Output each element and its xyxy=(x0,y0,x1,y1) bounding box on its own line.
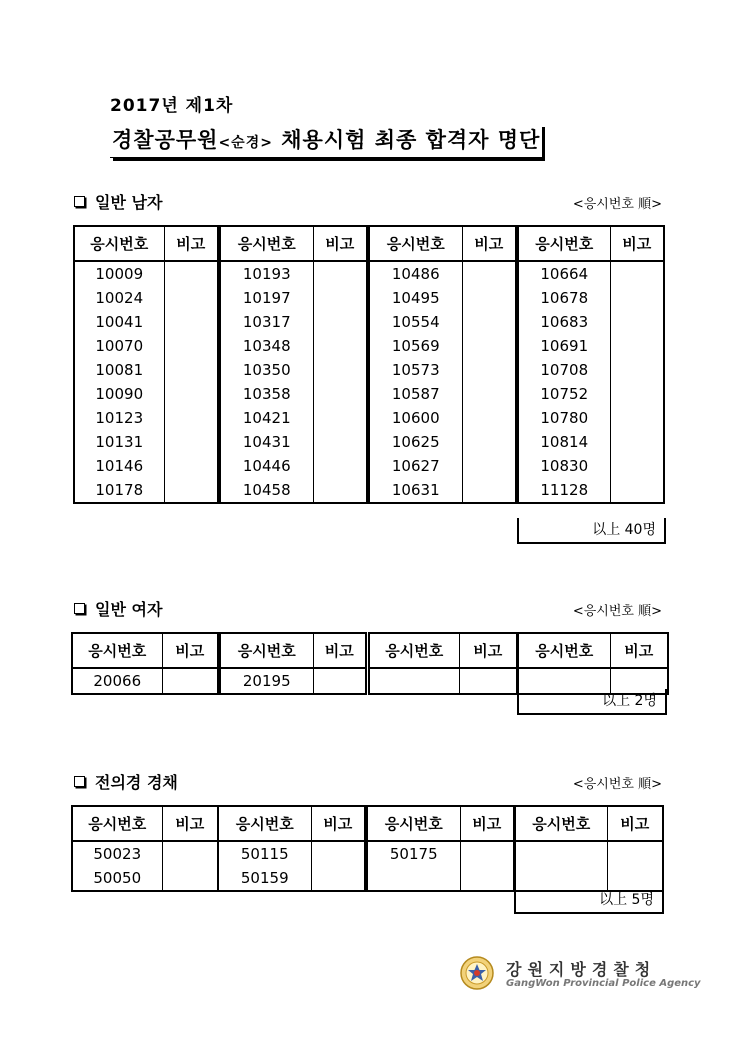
candidate-number: 10631 xyxy=(369,478,462,503)
note-cell xyxy=(313,382,367,406)
note-cell xyxy=(607,841,663,866)
checkbox-square-icon xyxy=(74,196,85,207)
candidate-number: 10554 xyxy=(369,310,462,334)
candidate-number: 50115 xyxy=(218,841,311,866)
table-row xyxy=(220,261,367,286)
candidate-number: 10358 xyxy=(220,382,313,406)
table-row xyxy=(220,334,367,358)
column-header-number: 응시번호 xyxy=(515,806,607,841)
table-row xyxy=(518,430,664,454)
candidate-number: 10627 xyxy=(369,454,462,478)
table-row xyxy=(74,286,218,310)
table-row xyxy=(369,310,516,334)
column-header-number: 응시번호 xyxy=(369,226,462,261)
candidate-number: 10081 xyxy=(74,358,164,382)
note-cell xyxy=(610,406,664,430)
note-cell xyxy=(162,841,218,866)
column-header-note: 비고 xyxy=(610,226,664,261)
table-row xyxy=(218,866,365,891)
note-cell xyxy=(313,430,367,454)
column-header-number: 응시번호 xyxy=(72,806,162,841)
note-cell xyxy=(313,406,367,430)
candidate-number: 10070 xyxy=(74,334,164,358)
table-row xyxy=(72,866,218,891)
note-cell xyxy=(610,478,664,503)
section-heading xyxy=(74,770,178,793)
note-cell xyxy=(462,406,516,430)
note-cell xyxy=(313,286,367,310)
candidate-number xyxy=(367,866,460,891)
table-row xyxy=(220,454,367,478)
candidate-number: 10708 xyxy=(518,358,610,382)
note-cell xyxy=(459,668,517,694)
note-cell xyxy=(610,430,664,454)
note-cell xyxy=(164,286,218,310)
note-cell xyxy=(313,454,367,478)
note-cell xyxy=(313,668,366,694)
table-row xyxy=(74,454,218,478)
column-header-number: 응시번호 xyxy=(367,806,460,841)
note-cell xyxy=(313,358,367,382)
candidate-number: 10348 xyxy=(220,334,313,358)
table-row xyxy=(518,358,664,382)
table-row xyxy=(220,478,367,503)
table-row xyxy=(220,286,367,310)
table-row xyxy=(518,454,664,478)
checkbox-square-icon xyxy=(74,603,85,614)
note-cell xyxy=(162,866,218,891)
column-header-number: 응시번호 xyxy=(74,226,164,261)
candidate-number: 10587 xyxy=(369,382,462,406)
table-row xyxy=(74,478,218,503)
section-heading-label: 전의경 경채 xyxy=(95,773,178,792)
candidate-table xyxy=(219,225,368,504)
table-row xyxy=(220,358,367,382)
sort-order-note: <응시번호 順> xyxy=(572,604,662,619)
column-header-number: 응시번호 xyxy=(220,633,313,668)
note-cell xyxy=(164,406,218,430)
table-row xyxy=(369,668,517,694)
note-cell xyxy=(462,430,516,454)
table-row xyxy=(369,454,516,478)
candidate-table xyxy=(217,805,366,892)
candidate-number: 20066 xyxy=(72,668,162,694)
police-emblem-icon xyxy=(460,956,494,990)
candidate-number: 10495 xyxy=(369,286,462,310)
note-cell xyxy=(610,334,664,358)
candidate-number: 10090 xyxy=(74,382,164,406)
total-count: 以上 40명 xyxy=(517,518,666,544)
section-heading-label: 일반 남자 xyxy=(95,193,163,212)
note-cell xyxy=(610,286,664,310)
table-row xyxy=(518,478,664,503)
note-cell xyxy=(462,334,516,358)
table-row xyxy=(74,382,218,406)
candidate-number: 10131 xyxy=(74,430,164,454)
table-row xyxy=(369,406,516,430)
column-header-note: 비고 xyxy=(162,633,218,668)
table-row xyxy=(369,430,516,454)
table-row xyxy=(220,406,367,430)
candidate-number: 10123 xyxy=(74,406,164,430)
page-title xyxy=(110,124,542,158)
checkbox-square-icon xyxy=(74,776,85,787)
table-row xyxy=(220,668,366,694)
table-row xyxy=(367,841,514,866)
column-header-note: 비고 xyxy=(313,633,366,668)
note-cell xyxy=(460,841,514,866)
table-row xyxy=(74,310,218,334)
section-heading-label: 일반 여자 xyxy=(95,600,163,619)
table-row xyxy=(369,286,516,310)
note-cell xyxy=(164,358,218,382)
note-cell xyxy=(311,866,365,891)
candidate-number: 10431 xyxy=(220,430,313,454)
candidate-number: 10780 xyxy=(518,406,610,430)
column-header-number: 응시번호 xyxy=(369,633,459,668)
candidate-number: 10691 xyxy=(518,334,610,358)
section-heading xyxy=(74,597,162,620)
candidate-number: 10625 xyxy=(369,430,462,454)
title-main: 경찰공무원 xyxy=(112,128,219,152)
note-cell xyxy=(462,310,516,334)
candidate-number: 50050 xyxy=(72,866,162,891)
column-header-number: 응시번호 xyxy=(518,226,610,261)
table-row xyxy=(72,841,218,866)
table-row xyxy=(518,310,664,334)
table-row xyxy=(220,430,367,454)
table-row xyxy=(518,334,664,358)
candidate-number: 10569 xyxy=(369,334,462,358)
candidate-number: 10573 xyxy=(369,358,462,382)
table-row xyxy=(515,841,663,866)
table-row xyxy=(518,261,664,286)
note-cell xyxy=(462,261,516,286)
candidate-table xyxy=(368,225,517,504)
column-header-note: 비고 xyxy=(607,806,663,841)
candidate-number: 20195 xyxy=(220,668,313,694)
column-header-note: 비고 xyxy=(459,633,517,668)
sort-order-note: <응시번호 順> xyxy=(572,777,662,792)
note-cell xyxy=(313,310,367,334)
candidate-table xyxy=(514,805,664,892)
candidate-number: 10350 xyxy=(220,358,313,382)
candidate-number: 10178 xyxy=(74,478,164,503)
note-cell xyxy=(610,310,664,334)
note-cell xyxy=(313,334,367,358)
candidate-table xyxy=(71,632,219,695)
note-cell xyxy=(164,261,218,286)
note-cell xyxy=(164,430,218,454)
table-row xyxy=(518,286,664,310)
candidate-number: 50159 xyxy=(218,866,311,891)
table-row xyxy=(74,406,218,430)
note-cell xyxy=(462,382,516,406)
sort-order-note: <응시번호 順> xyxy=(572,197,662,212)
candidate-table xyxy=(71,805,219,892)
candidate-number: 10486 xyxy=(369,261,462,286)
title-paren: <순경> xyxy=(218,135,273,151)
column-header-note: 비고 xyxy=(313,226,367,261)
candidate-number: 10024 xyxy=(74,286,164,310)
table-row xyxy=(72,668,218,694)
candidate-number: 10752 xyxy=(518,382,610,406)
candidate-number: 10317 xyxy=(220,310,313,334)
column-header-number: 응시번호 xyxy=(518,633,610,668)
candidate-table xyxy=(368,632,518,695)
table-row xyxy=(220,382,367,406)
note-cell xyxy=(164,382,218,406)
candidate-number: 50023 xyxy=(72,841,162,866)
column-header-note: 비고 xyxy=(311,806,365,841)
table-row xyxy=(74,261,218,286)
candidate-number: 10664 xyxy=(518,261,610,286)
candidate-number: 10146 xyxy=(74,454,164,478)
note-cell xyxy=(311,841,365,866)
table-row xyxy=(369,478,516,503)
candidate-number: 10041 xyxy=(74,310,164,334)
candidate-number: 11128 xyxy=(518,478,610,503)
candidate-number xyxy=(369,668,459,694)
column-header-note: 비고 xyxy=(162,806,218,841)
note-cell xyxy=(610,358,664,382)
candidate-number: 10678 xyxy=(518,286,610,310)
table-row xyxy=(74,358,218,382)
candidate-number: 10193 xyxy=(220,261,313,286)
agency-name-korean: 강원지방경찰청 xyxy=(506,960,657,979)
note-cell xyxy=(164,478,218,503)
column-header-note: 비고 xyxy=(164,226,218,261)
table-row xyxy=(518,382,664,406)
candidate-number: 10814 xyxy=(518,430,610,454)
note-cell xyxy=(460,866,514,891)
table-row xyxy=(367,866,514,891)
candidate-number xyxy=(515,841,607,866)
column-header-number: 응시번호 xyxy=(72,633,162,668)
candidate-table xyxy=(517,225,665,504)
note-cell xyxy=(164,334,218,358)
candidate-number: 10197 xyxy=(220,286,313,310)
note-cell xyxy=(313,261,367,286)
note-cell xyxy=(610,454,664,478)
column-header-note: 비고 xyxy=(460,806,514,841)
candidate-number: 10446 xyxy=(220,454,313,478)
column-header-number: 응시번호 xyxy=(218,806,311,841)
note-cell xyxy=(162,668,218,694)
candidate-number: 10600 xyxy=(369,406,462,430)
note-cell xyxy=(462,358,516,382)
title-rest: 채용시험 최종 합격자 명단 xyxy=(281,128,541,152)
candidate-table xyxy=(219,632,367,695)
note-cell xyxy=(164,310,218,334)
note-cell xyxy=(462,454,516,478)
total-count: 以上 2명 xyxy=(517,689,667,715)
candidate-number: 10458 xyxy=(220,478,313,503)
table-row xyxy=(369,382,516,406)
total-count: 以上 5명 xyxy=(514,888,664,914)
table-row xyxy=(518,406,664,430)
candidate-number: 50175 xyxy=(367,841,460,866)
table-row xyxy=(74,334,218,358)
candidate-number: 10830 xyxy=(518,454,610,478)
table-row xyxy=(74,430,218,454)
candidate-number: 10421 xyxy=(220,406,313,430)
agency-name-english: GangWon Provincial Police Agency xyxy=(506,978,701,989)
table-row xyxy=(220,310,367,334)
candidate-table xyxy=(73,225,219,504)
candidate-number: 10009 xyxy=(74,261,164,286)
note-cell xyxy=(313,478,367,503)
column-header-number: 응시번호 xyxy=(220,226,313,261)
candidate-table xyxy=(517,632,669,695)
table-row xyxy=(369,334,516,358)
table-row xyxy=(369,261,516,286)
table-row xyxy=(218,841,365,866)
section-heading xyxy=(74,190,162,213)
note-cell xyxy=(610,382,664,406)
table-row xyxy=(369,358,516,382)
subtitle: 2017년 제1차 xyxy=(110,96,234,116)
note-cell xyxy=(610,261,664,286)
candidate-number: 10683 xyxy=(518,310,610,334)
note-cell xyxy=(462,286,516,310)
column-header-note: 비고 xyxy=(610,633,668,668)
note-cell xyxy=(462,478,516,503)
candidate-table xyxy=(366,805,515,892)
column-header-note: 비고 xyxy=(462,226,516,261)
note-cell xyxy=(164,454,218,478)
